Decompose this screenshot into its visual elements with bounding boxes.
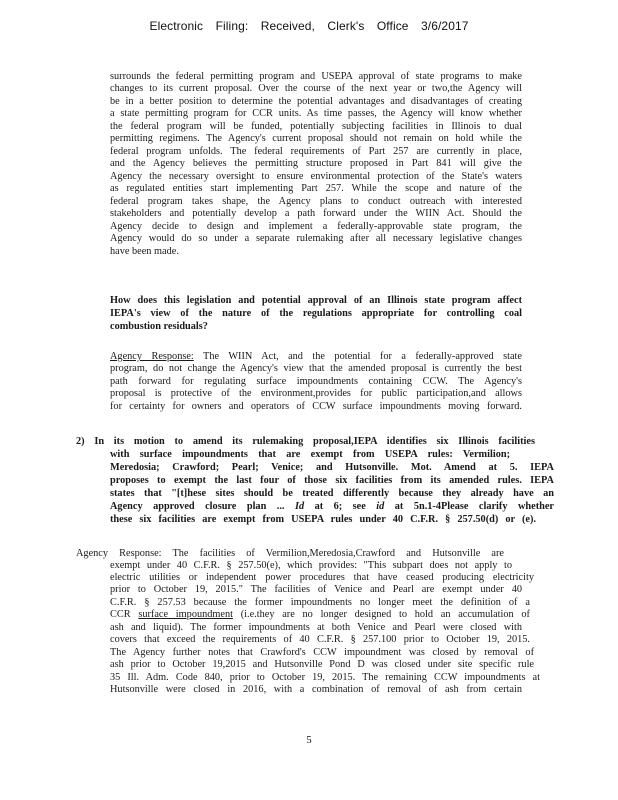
text-line: proposal is protective of the environment,provides for public participation,and allows [110,388,522,399]
question-line: How does this legislation and potential approval of an Illinois state program affect [110,295,522,306]
text-line: ash prior to October 19,2015 and Hutsonville Pond D was closed under site specific rule [110,659,534,670]
text-line: Agency decide to design and implement a federally-approvable state program, the [110,221,522,232]
text-line: the federal program will be funded, potentially subjecting facilities in Illinois to dual [110,121,522,132]
question-line: IEPA's view of the nature of the regulations appropriate for controlling coal [110,308,522,319]
text-line: ash and liquid). The former impoundments at both Venice and Pearl were closed with [110,622,522,633]
text-line: path forward for regulating surface impoundments containing CCW. The Agency's [110,376,522,387]
text-line: and the Agency believes the permitting structure proposed in Part 841 will give the [110,158,522,169]
response-first-line [110,351,522,363]
text-line: surrounds the federal permitting program and USEPA approval of state programs to make [110,71,522,82]
text-line: Agency the necessary oversight to ensure environmental protection of the State's waters [110,171,522,182]
question-line: 2) In its motion to amend its rulemaking proposal,IEPA identifies six Illinois facilities [76,436,535,447]
text-line: as regulated entities start implementing Part 257. While the scope and nature of the [110,183,522,194]
response-text: The facilities of Vermilion,Meredosia,Crawford and Hutsonville are [161,548,504,559]
response-text: The WIIN Act, and the potential for a federally-approved state [193,351,522,362]
filing-header: Electronic Filing: Received, Clerk's Office 3/6/2017 [149,19,469,33]
text-line: 35 Ill. Adm. Code 840, prior to October 19, 2015. The remaining CCW impoundments at [110,672,540,683]
text-line: prior to October 19, 2015." The facilities of Venice and Pearl are exempt under 40 [110,584,522,595]
text-line: be in a better position to determine the potential advantages and disadvantages of creating [110,96,522,107]
text-line: have been made. [110,246,179,257]
response-first-line [76,548,504,560]
text-line: changes to its current proposal. Over the course of the next year or two,the Agency will [110,83,522,94]
question-line: Meredosia; Crawford; Pearl; Venice; and Hutsonville. Mot. Amend at 5. IEPA [110,462,554,473]
question-line: proposes to exempt the last four of those six facilities from its amended rules. IEPA [110,475,554,486]
text-line: a state permitting program for CCR units. As time passes, the Agency will know whether [110,108,522,119]
text-line: federal program unfolds. The federal requirements of Part 257 are currently in place, [110,146,522,157]
response-label: Agency Response: [110,351,194,362]
question-line: Agency approved closure plan ... Id at 6; see id at 5n.1-4Please clarify whether [110,501,554,512]
response-label: Agency Response: [76,548,162,559]
question-line: combustion residuals? [110,321,208,332]
text-line: stakeholders and potentially develop a path forward under the WIIN Act. Should the [110,208,522,219]
question-line: states that "[t]hese sites should be treated differently because they already have an [110,488,554,499]
text-line: permitting regimens. The Agency's current proposal should not remain on hold while the [110,133,522,144]
text-line: for certainty for owners and operators of CCW surface impoundments moving forward. [110,401,522,412]
text-line: Agency would do so under a separate rulemaking after all necessary legislative changes [110,233,522,244]
text-line: exempt under 40 C.F.R. § 257.50(e), which provides: "This subpart does not apply to [110,560,512,571]
question-line: with surface impoundments that are exempt from USEPA rules: Vermilion; [110,449,510,460]
text-line: covers that exceed the requirements of 40 C.F.R. § 257.100 prior to October 19, 2015. [110,634,530,645]
text-line: program, do not change the Agency's view that the amended proposal is currently the best [110,363,522,374]
page-number: 5 [306,735,312,746]
text-line: federal program takes shape, the Agency plans to conduct outreach with interested [110,196,522,207]
text-line: CCR surface impoundment (i.e.they are no longer designed to hold an accumulation of [110,609,530,620]
text-line: The Agency further notes that Crawford's CCW impoundment was closed by removal of [110,647,534,658]
text-line: C.F.R. § 257.53 because the former impoundments no longer meet the definition of a [110,597,530,608]
question-line: these six facilities are exempt from USEPA rules under 40 C.F.R. § 257.50(d) or (e). [110,514,536,525]
text-line: electric utilities or independent power procedures that have ceased producing electricity [110,572,534,583]
text-line: Hutsonville were closed in 2016, with a combination of removal of ash from certain [110,684,522,695]
